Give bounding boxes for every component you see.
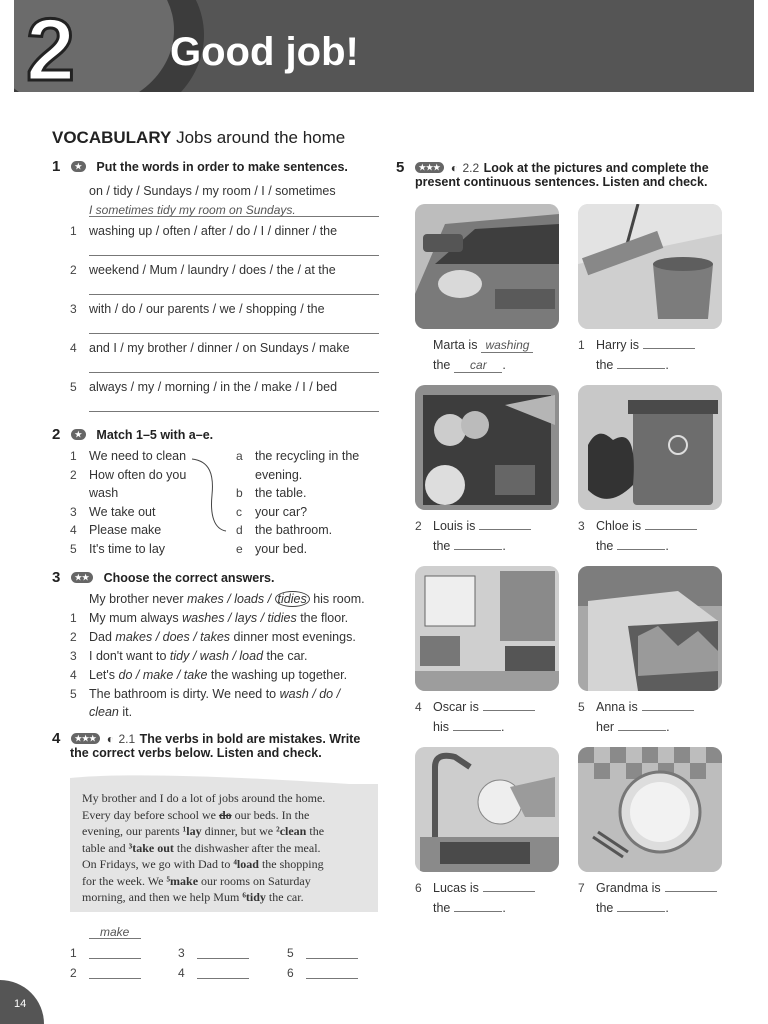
difficulty-badge: ★ (71, 429, 86, 440)
exercise-1-header (52, 158, 348, 176)
caption-line-2: the . (596, 539, 669, 553)
answer-blank[interactable] (479, 529, 531, 530)
picture-table-laying (578, 747, 722, 872)
exercise-instruction: Look at the pictures and complete the (483, 161, 709, 175)
answer-line[interactable] (306, 958, 358, 959)
item-number: 2 (70, 263, 77, 277)
caption-number: 5 (578, 700, 585, 714)
answer-blank[interactable] (483, 710, 535, 711)
match-right-item: your bed. (255, 541, 308, 556)
match-right-item: the recycling in the (255, 449, 360, 463)
picture-dishwasher (415, 385, 559, 510)
section-topic: Jobs around the home (176, 128, 346, 147)
answer-blank[interactable]: washing (481, 338, 533, 353)
answer-options[interactable]: wash / do / (279, 687, 341, 701)
exercise-instruction-line2: present continuous sentences. Listen and check. (415, 175, 708, 189)
answer-blank[interactable] (617, 368, 665, 369)
answer-blank[interactable] (645, 529, 697, 530)
picture-car-washing (415, 204, 559, 329)
exercise-number: 2 (52, 426, 61, 443)
caption-number: 4 (415, 700, 422, 714)
answer-line[interactable] (197, 958, 249, 959)
answer-blank[interactable] (643, 348, 695, 349)
caption-number: 1 (578, 338, 585, 352)
choice-sentence: The bathroom is dirty. We need to wash / do / (89, 687, 341, 701)
caption-number: 2 (415, 519, 422, 533)
choice-sentence: Dad makes / does / takes dinner most evenings. (89, 630, 356, 644)
picture-messy-bedroom (415, 566, 559, 691)
unit-title: Good job! (170, 30, 359, 74)
item-number: 5 (70, 687, 77, 701)
caption-line-2: the . (596, 901, 669, 915)
caption-line-1: Harry is (596, 338, 695, 352)
answer-options[interactable]: washes / lays / tidies (182, 611, 297, 625)
answer-line[interactable] (89, 333, 379, 334)
example-answer: I sometimes tidy my room on Sundays. (89, 203, 296, 217)
item-letter: a (236, 449, 243, 463)
text-line: table and ³take out the dishwasher after the meal. (82, 840, 321, 855)
exercise-2-header (52, 426, 213, 444)
exercise-number: 1 (52, 158, 61, 175)
unit-number: 2 (26, 0, 75, 99)
match-line (190, 455, 230, 535)
answer-blank[interactable] (454, 549, 502, 550)
answer-blank[interactable] (454, 911, 502, 912)
item-number: 3 (70, 649, 77, 663)
item-words: and I / my brother / dinner / on Sundays / make (89, 341, 350, 355)
exercise-instruction: Match 1–5 with a–e. (96, 428, 214, 442)
match-right-item: evening. (255, 467, 303, 482)
item-number: 4 (70, 523, 77, 537)
exercise-instruction: Choose the correct answers. (103, 571, 275, 585)
example-sentence: My brother never makes / loads / tidies his room. (89, 592, 365, 606)
answer-options[interactable]: do / make / take (118, 668, 208, 682)
section-label: VOCABULARY (52, 128, 172, 147)
caption-number: 3 (578, 519, 585, 533)
caption-line-2: the . (433, 539, 506, 553)
choice-sentence: I don't want to tidy / wash / load the car. (89, 649, 308, 663)
answer-number: 4 (178, 966, 185, 980)
answer-number: 3 (178, 946, 185, 960)
reading-text (82, 790, 325, 906)
answer-line[interactable] (306, 978, 358, 979)
item-number: 3 (70, 504, 77, 519)
item-words: with / do / our parents / we / shopping / the (89, 302, 325, 316)
picture-sink-washing-up (415, 747, 559, 872)
answer-blank[interactable] (618, 730, 666, 731)
answer-number: 6 (287, 966, 294, 980)
answer-blank[interactable]: car (454, 358, 502, 373)
exercise-instruction-line2: the correct verbs below. Listen and check. (70, 746, 322, 760)
answer-blank[interactable] (617, 911, 665, 912)
item-number: 5 (70, 541, 77, 556)
answer-line[interactable] (89, 255, 379, 256)
difficulty-badge: ★★★ (415, 162, 445, 173)
item-number: 4 (70, 668, 77, 682)
caption-line-2: the car . (433, 358, 506, 372)
caption-line-1: Marta is washing (433, 338, 533, 353)
answer-blank[interactable] (617, 549, 665, 550)
match-left-item: How often do you (89, 467, 187, 482)
unit-header (14, 0, 754, 99)
text-line: for the week. We ⁵make our rooms on Saturday (82, 873, 311, 888)
item-number: 5 (70, 380, 77, 394)
caption-number: 7 (578, 881, 585, 895)
item-letter: b (236, 486, 243, 500)
circled-answer: tidies (275, 591, 310, 607)
exercise-number: 4 (52, 730, 61, 747)
item-number: 3 (70, 302, 77, 316)
picture-floor-mopping (578, 204, 722, 329)
audio-icon[interactable]: ◐ (450, 161, 459, 175)
answer-blank[interactable] (453, 730, 501, 731)
item-letter: d (236, 523, 243, 537)
difficulty-badge: ★★ (71, 572, 93, 583)
caption-line-1: Oscar is (433, 700, 535, 714)
exercise-instruction: Put the words in order to make sentences. (96, 160, 348, 174)
caption-line-1: Louis is (433, 519, 531, 533)
caption-line-2: the . (596, 358, 669, 372)
choice-sentence: Let's do / make / take the washing up together. (89, 668, 348, 682)
match-right-item: the bathroom. (255, 523, 333, 537)
text-line: morning, and then we help Mum ⁶tidy the car. (82, 890, 304, 904)
text-line: evening, our parents ¹lay dinner, but we ²clean the (82, 824, 325, 838)
answer-number: 2 (70, 966, 77, 980)
exercise-number: 3 (52, 569, 61, 586)
caption-line-2: her . (596, 720, 670, 734)
answer-options[interactable]: makes / does / takes (115, 630, 231, 644)
audio-icon[interactable]: ◐ (106, 732, 115, 746)
caption-line-1: Lucas is (433, 881, 535, 895)
answer-line[interactable] (89, 372, 379, 373)
match-right-item: the table. (255, 486, 307, 500)
item-number: 1 (70, 224, 77, 238)
item-letter: c (236, 504, 242, 519)
item-words: weekend / Mum / laundry / does / the / at the (89, 263, 336, 277)
item-number: 1 (70, 449, 77, 463)
match-left-item: We take out (89, 504, 156, 519)
item-number: 2 (70, 630, 77, 644)
text-line: On Fridays, we go with Dad to ⁴load the shopping (82, 857, 324, 871)
difficulty-badge: ★ (71, 161, 86, 172)
answer-line[interactable] (89, 294, 379, 295)
answer-line[interactable] (89, 978, 141, 979)
match-right-item: your car? (255, 504, 308, 519)
caption-line-1: Chloe is (596, 519, 697, 533)
match-left-item: Please make (89, 523, 162, 537)
answer-line[interactable] (89, 958, 141, 959)
item-number: 4 (70, 341, 77, 355)
item-letter: e (236, 541, 243, 556)
answer-blank[interactable] (642, 710, 694, 711)
example-words: on / tidy / Sundays / my room / I / sometimes (89, 184, 336, 198)
text-line: Every day before school we do our beds. In the (82, 807, 310, 822)
caption-number: 6 (415, 881, 422, 895)
answer-number: 1 (70, 946, 77, 960)
page-number: 14 (14, 998, 27, 1010)
example-answer: make (100, 925, 130, 939)
caption-line-1: Grandma is (596, 881, 717, 895)
answer-blank[interactable] (483, 891, 535, 892)
exercise-number: 5 (396, 159, 405, 176)
answer-options[interactable]: tidy / wash / load (169, 649, 264, 663)
answer-line[interactable] (197, 978, 249, 979)
difficulty-badge: ★★★ (71, 733, 101, 744)
item-words: washing up / often / after / do / I / dinner / the (89, 224, 338, 238)
section-title (52, 128, 345, 148)
caption-line-2: his . (433, 720, 505, 734)
caption-line-2: the . (433, 901, 506, 915)
audio-track: 2.2 (462, 161, 480, 175)
audio-track: 2.1 (118, 732, 136, 746)
item-words: always / my / morning / in the / make / I / bed (89, 380, 338, 394)
picture-recycling-bin (578, 385, 722, 510)
match-left-item: wash (89, 486, 119, 500)
answer-blank[interactable] (665, 891, 717, 892)
picture-bed-making (578, 566, 722, 691)
item-number: 1 (70, 611, 77, 625)
choice-sentence: My mum always washes / lays / tidies the floor. (89, 611, 349, 625)
item-5-continuation: clean it. (89, 705, 133, 719)
exercise-instruction: The verbs in bold are mistakes. Write (139, 732, 361, 746)
caption-line-1: Anna is (596, 700, 694, 714)
match-left-item: We need to clean (89, 449, 187, 463)
answer-number: 5 (287, 946, 294, 960)
match-left-item: It's time to lay (89, 541, 166, 556)
answer-line[interactable] (89, 411, 379, 412)
item-number: 2 (70, 467, 77, 482)
text-line: My brother and I do a lot of jobs around the home. (82, 791, 326, 805)
exercise-3-header (52, 569, 275, 587)
